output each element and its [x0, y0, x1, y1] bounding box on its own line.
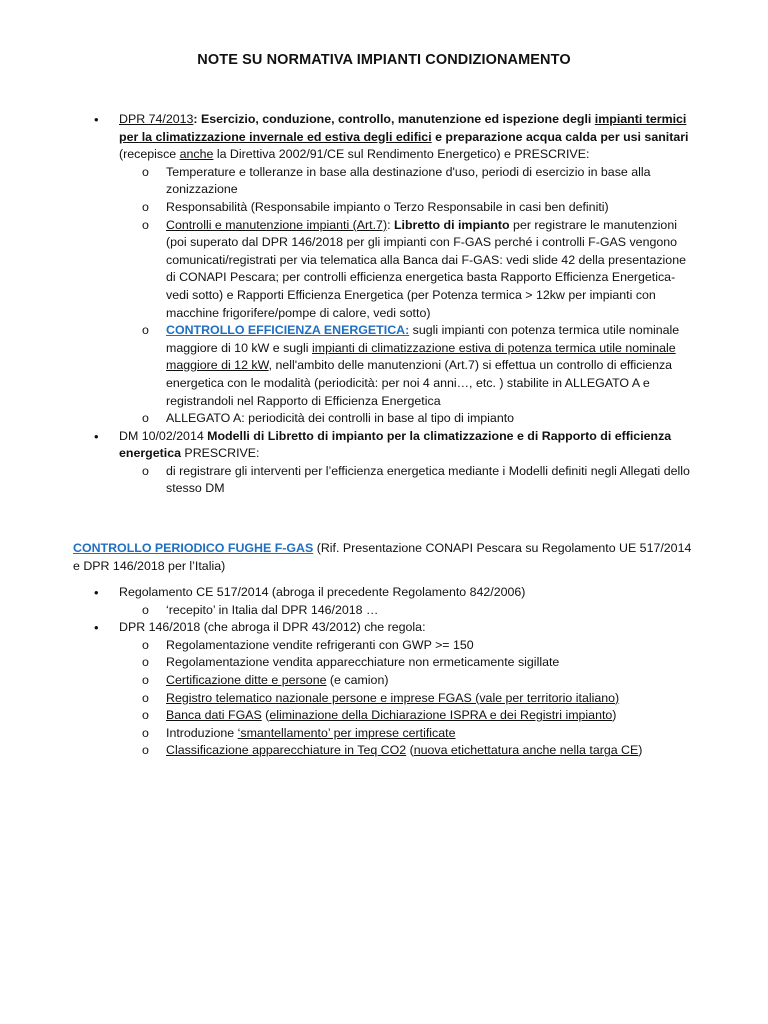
- circle-bullet-icon: o: [142, 199, 149, 214]
- regolamento-text: Regolamento CE 517/2014 (abroga il precedente Regolamento 842/2006): [119, 585, 526, 599]
- controlli-text: per registrare le manutenzioni (poi superato dal DPR 146/2018 per gli impianti con F-GAS perché i controlli F-GAS vengono comunicati/registrati per via telematica alla Banca dai F-GAS: vedi slide 42 della presentazione di CONAPI Pescara; per controlli efficienza energetica basta Rapporto Efficienza Energetica- vedi sotto) e Rapporti Efficienza Energetica (per Potenza termica > 12kw per impianti con macchine frigorifere/pompe di calore, vedi sotto): [166, 217, 686, 320]
- dpr74-text-1: (recepisce: [119, 147, 180, 162]
- sublist-item-certificazione: [0, 672, 768, 690]
- circle-bullet-icon: o: [142, 164, 149, 179]
- circle-bullet-icon: o: [142, 323, 149, 338]
- list-item-dm: [0, 428, 768, 463]
- controllo-efficienza-link[interactable]: CONTROLLO EFFICIENZA ENERGETICA:: [166, 323, 410, 338]
- sublist-item-refrigeranti: [0, 637, 768, 655]
- sublist-item-registro: [0, 690, 768, 708]
- classificazione-underline: Classificazione apparecchiature in Teq CO2: [166, 743, 407, 758]
- classificazione-text-1: (: [406, 743, 414, 758]
- certificazione-text: (e camion): [326, 672, 389, 687]
- bullet-icon: •: [94, 112, 99, 127]
- list-item-dpr146: [0, 619, 768, 637]
- banca-underline: Banca dati FGAS: [166, 708, 262, 723]
- dm-text-2: PRESCRIVE:: [180, 446, 260, 461]
- dpr74-colon: :: [193, 112, 198, 126]
- classificazione-underline-2: nuova etichettatura anche nella targa CE: [413, 743, 639, 758]
- bullet-icon: •: [94, 620, 99, 636]
- sublist-item-apparecchiature: [0, 654, 768, 672]
- circle-bullet-icon: o: [142, 708, 149, 723]
- sub-text: Regolamentazione vendite refrigeranti con GWP >= 150: [166, 637, 474, 652]
- controllo-fughe-link[interactable]: CONTROLLO PERIODICO FUGHE F-GAS: [73, 541, 314, 555]
- dm-text-1: DM 10/02/2014: [119, 428, 208, 443]
- circle-bullet-icon: o: [142, 463, 149, 478]
- circle-bullet-icon: o: [142, 743, 149, 758]
- controlli-underline: Controlli e manutenzione impianti (Art.7): [166, 217, 388, 232]
- sub-text: di registrare gli interventi per l’efficienza energetica mediante i Modelli definiti negli Allegati dello stesso DM: [166, 463, 690, 496]
- sublist-item-smantellamento: [0, 725, 768, 743]
- dm-bold: Modelli di Libretto di impianto per la climatizzazione e di Rapporto di efficienza energetica: [119, 428, 672, 461]
- circle-bullet-icon: o: [142, 672, 149, 687]
- dpr74-underline-anche: anche: [179, 147, 214, 162]
- banca-text-1: (: [261, 708, 270, 723]
- certificazione-underline: Certificazione ditte e persone: [166, 672, 327, 687]
- dpr74-ref: DPR 74/2013: [119, 112, 194, 126]
- sublist-item-temperature: [0, 164, 768, 199]
- sublist-item-controlli: [0, 217, 768, 323]
- efficienza-text-2: , nell'ambito delle manutenzioni (Art.7) si effettua un controllo di efficienza energetica con le modalità (periodicità: per noi 4 anni…, etc. ) stabilite in ALLEGATO A e registrandoli nel Rapporto di Efficienza Energetica: [166, 358, 673, 408]
- dpr74-bold-2: e preparazione acqua calda per usi sanitari: [431, 129, 689, 144]
- sublist-item-banca-dati: [0, 707, 768, 725]
- sublist-item-classificazione: [0, 742, 768, 760]
- banca-underline-2: eliminazione della Dichiarazione ISPRA e dei Registri impianto: [269, 708, 613, 723]
- efficienza-text-1: sugli impianti con potenza termica utile nominale maggiore di 10 kW e sugli: [166, 323, 680, 355]
- banca-text-2: ): [612, 708, 617, 723]
- sublist-item-efficienza: [0, 322, 768, 410]
- sub-text: Responsabilità (Responsabile impianto o Terzo Responsabile in casi ben definiti): [166, 199, 609, 214]
- normativa-list: [0, 111, 768, 498]
- sublist-item-recepito: [0, 602, 768, 620]
- controlli-colon: :: [387, 217, 394, 232]
- bullet-icon: •: [94, 428, 99, 444]
- smantellamento-text: Introduzione: [166, 725, 238, 740]
- bullet-icon: •: [94, 585, 99, 600]
- dpr74-text-2: la Direttiva 2002/91/CE sul Rendimento Energetico) e PRESCRIVE:: [213, 147, 590, 162]
- circle-bullet-icon: o: [142, 217, 149, 232]
- dpr146-text: DPR 146/2018 (che abroga il DPR 43/2012) che regola:: [119, 620, 426, 635]
- list-item-dpr74: [0, 111, 768, 164]
- sublist-item-allegato: [0, 410, 768, 428]
- classificazione-text-2: ): [638, 743, 643, 758]
- smantellamento-underline: ‘smantellamento’ per imprese certificate: [237, 725, 456, 740]
- sub-text: ALLEGATO A: periodicità dei controlli in base al tipo di impianto: [166, 411, 515, 426]
- sublist-item-responsabilita: [0, 199, 768, 217]
- dpr74-bold-1: Esercizio, conduzione, controllo, manutenzione ed ispezione degli: [197, 112, 595, 126]
- sub-text: Regolamentazione vendita apparecchiature non ermeticamente sigillate: [166, 655, 560, 670]
- circle-bullet-icon: o: [142, 602, 149, 617]
- circle-bullet-icon: o: [142, 690, 149, 705]
- page-title: NOTE SU NORMATIVA IMPIANTI CONDIZIONAMENTO: [197, 52, 571, 68]
- dpr74-bold-underline: impianti termici per la climatizzazione invernale ed estiva degli edifici: [119, 112, 687, 144]
- sub-text: Temperature e tolleranze in base alla destinazione d'uso, periodi di esercizio in base alla zonizzazione: [166, 164, 651, 197]
- fgas-list: [0, 584, 768, 760]
- sub-text: ‘recepito’ in Italia dal DPR 146/2018 …: [166, 602, 379, 617]
- fgas-heading-text: (Rif. Presentazione CONAPI Pescara su Regolamento UE 517/2014 e DPR 146/2018 per l’Italia): [73, 541, 692, 573]
- fgas-heading-paragraph: [73, 540, 698, 575]
- list-item-regolamento: [0, 584, 768, 602]
- circle-bullet-icon: o: [142, 725, 149, 740]
- circle-bullet-icon: o: [142, 637, 149, 652]
- registro-underline: Registro telematico nazionale persone e imprese FGAS (vale per territorio italiano): [166, 690, 620, 705]
- circle-bullet-icon: o: [142, 655, 149, 670]
- efficienza-underline: impianti di climatizzazione estiva di potenza termica utile nominale maggiore di 12 kW: [166, 340, 676, 373]
- sublist-item-registrare: [0, 463, 768, 498]
- circle-bullet-icon: o: [142, 411, 149, 426]
- libretto-bold: Libretto di impianto: [393, 217, 510, 232]
